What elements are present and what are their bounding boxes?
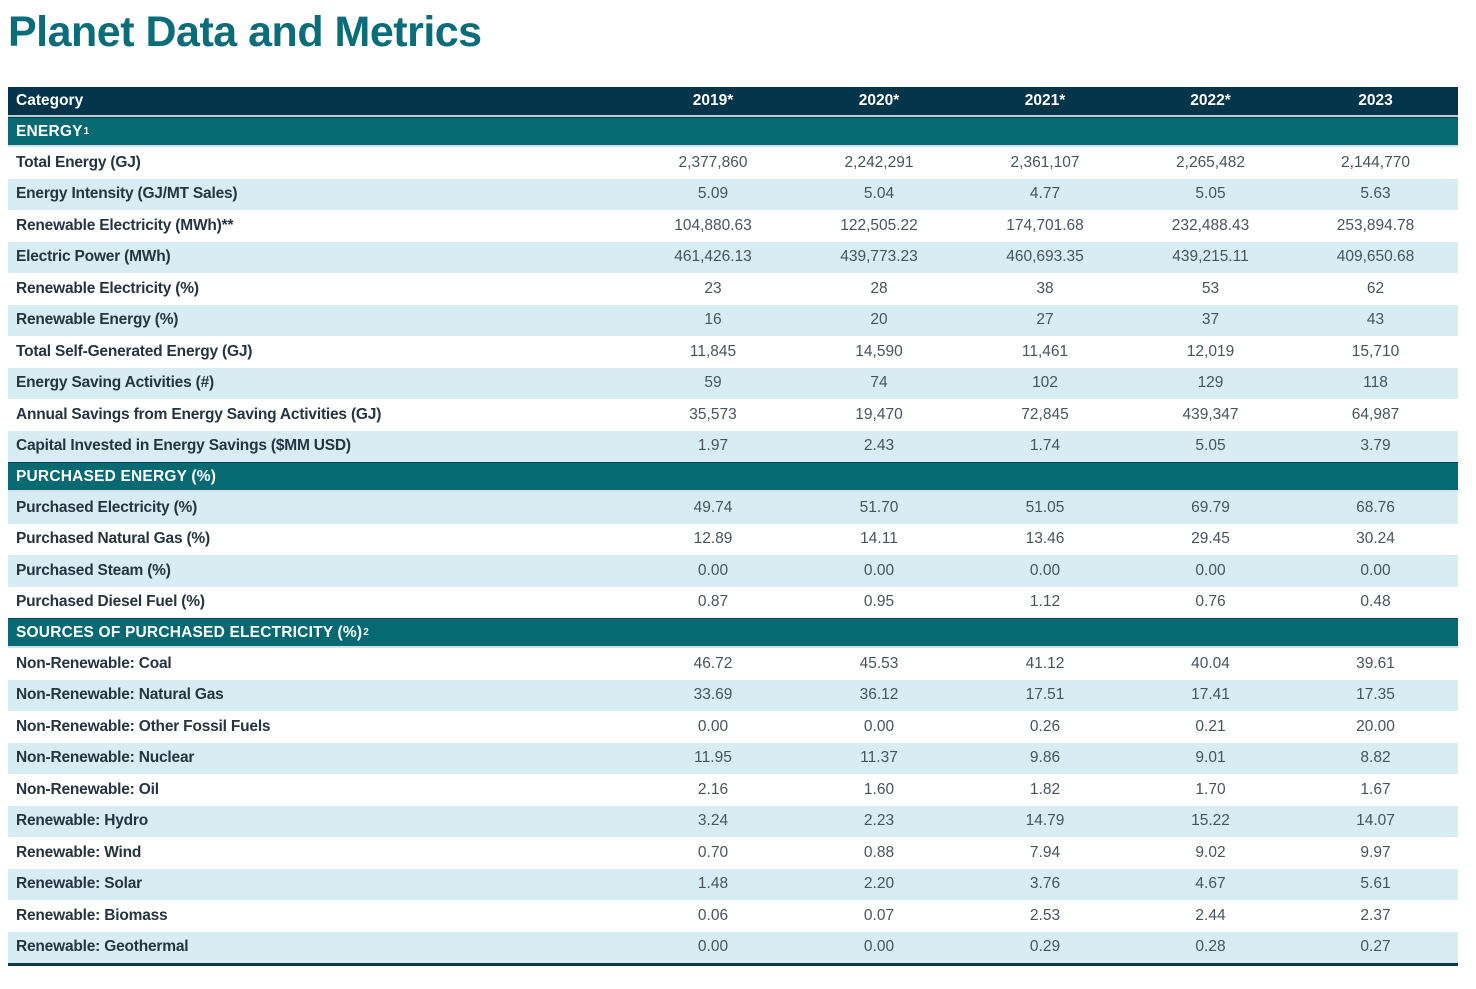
table-row (8, 837, 1458, 869)
row-value-2019: 16 (704, 311, 722, 329)
row-value-2023: 2,144,770 (1341, 153, 1410, 171)
row-value-2021: 2.53 (1029, 906, 1061, 924)
table-row (8, 806, 1458, 838)
table-row (8, 273, 1458, 305)
row-value-2019: 0.00 (697, 561, 729, 579)
row-value-2020: 439,773.23 (840, 248, 918, 266)
table-row (8, 555, 1458, 587)
row-value-2020: 5.04 (863, 185, 895, 203)
row-value-2021: 0.26 (1029, 717, 1061, 735)
row-value-2019: 5.09 (697, 185, 729, 203)
row-value-2020: 36.12 (859, 686, 899, 704)
row-value-2023: 14.07 (1356, 812, 1395, 830)
row-category-label: Renewable: Wind (16, 843, 142, 861)
row-value-2023: 253,894.78 (1336, 216, 1415, 234)
row-value-2022: 9.02 (1195, 843, 1226, 861)
row-value-2023: 118 (1363, 374, 1388, 392)
section-header (8, 462, 1458, 492)
row-value-2019: 2.16 (697, 780, 729, 798)
row-category-label: Purchased Steam (%) (16, 561, 171, 579)
column-header-year: 2022* (1190, 92, 1231, 109)
row-value-2019: 0.87 (697, 593, 729, 611)
row-value-2022: 439,215.11 (1172, 248, 1249, 266)
table-row (8, 680, 1458, 712)
row-value-2019: 104,880.63 (674, 216, 752, 234)
row-value-2022: 232,488.43 (1171, 216, 1250, 234)
table-row (8, 524, 1458, 556)
row-category-label: Total Energy (GJ) (16, 153, 141, 171)
row-value-2021: 2,361,107 (1010, 153, 1080, 171)
row-value-2020: 28 (870, 279, 888, 297)
row-value-2023: 409,650.68 (1336, 248, 1415, 266)
row-value-2023: 9.97 (1360, 843, 1391, 861)
table-row (8, 869, 1458, 901)
row-value-2020: 14,590 (855, 342, 903, 360)
row-value-2022: 15.22 (1191, 812, 1230, 830)
column-header-category: Category (16, 92, 84, 109)
row-value-2021: 7.94 (1029, 843, 1061, 861)
row-value-2022: 2.44 (1195, 906, 1226, 924)
row-category-label: Non-Renewable: Nuclear (16, 749, 195, 767)
row-value-2023: 62 (1366, 279, 1385, 297)
row-value-2019: 1.48 (697, 875, 729, 893)
row-value-2019: 461,426.13 (674, 248, 752, 266)
row-value-2019: 0.00 (697, 717, 729, 735)
column-header-row (8, 87, 1458, 117)
row-value-2022: 40.04 (1191, 654, 1230, 672)
row-value-2021: 0.29 (1029, 938, 1061, 956)
table-row (8, 774, 1458, 806)
row-value-2021: 1.82 (1029, 780, 1061, 798)
row-category-label: Energy Saving Activities (#) (16, 374, 214, 392)
section-header: ENERGY 1 (8, 117, 1458, 147)
row-value-2022: 0.28 (1195, 938, 1226, 956)
row-category-label: Renewable: Biomass (16, 906, 168, 924)
row-category-label: Energy Intensity (GJ/MT Sales) (16, 185, 238, 203)
row-value-2020: 0.00 (863, 561, 895, 579)
row-category-label: Total Self-Generated Energy (GJ) (16, 342, 253, 360)
column-header-year: 2019* (692, 92, 734, 109)
row-value-2022: 69.79 (1191, 498, 1230, 516)
row-value-2021: 72,845 (1021, 405, 1069, 423)
row-value-2022: 29.45 (1191, 530, 1230, 548)
row-value-2021: 1.12 (1029, 593, 1061, 611)
row-category-label: Purchased Natural Gas (%) (16, 530, 210, 548)
row-value-2020: 20 (870, 311, 888, 329)
row-value-2022: 5.05 (1195, 437, 1226, 455)
row-value-2023: 1.67 (1360, 780, 1391, 798)
row-category-label: Renewable: Hydro (16, 812, 149, 830)
row-value-2023: 64,987 (1351, 405, 1400, 423)
row-value-2021: 1.74 (1029, 437, 1061, 455)
row-value-2021: 9.86 (1029, 749, 1061, 767)
row-value-2020: 2.20 (863, 875, 895, 893)
row-value-2020: 0.88 (863, 843, 895, 861)
row-value-2020: 0.95 (863, 593, 895, 611)
column-header-year: 2021* (1024, 92, 1066, 109)
row-category-label: Non-Renewable: Natural Gas (16, 686, 224, 704)
table-row (8, 900, 1458, 932)
table-row (8, 492, 1458, 524)
row-value-2019: 2,377,860 (678, 153, 748, 171)
row-value-2019: 35,573 (689, 405, 737, 423)
row-value-2020: 45.53 (859, 654, 899, 672)
row-value-2023: 43 (1366, 311, 1385, 329)
row-value-2019: 11.95 (694, 749, 732, 767)
row-value-2019: 59 (704, 374, 722, 392)
row-value-2021: 460,693.35 (1006, 248, 1084, 266)
row-value-2023: 2.37 (1360, 906, 1391, 924)
row-value-2020: 2.43 (863, 437, 895, 455)
row-value-2022: 37 (1201, 311, 1220, 329)
row-value-2022: 439,347 (1182, 405, 1239, 423)
section-header: SOURCES OF PURCHASED ELECTRICITY (%) 2 (8, 618, 1458, 648)
row-value-2019: 46.72 (693, 654, 733, 672)
table-row (8, 210, 1458, 242)
row-value-2021: 4.77 (1029, 185, 1061, 203)
row-category-label: Non-Renewable: Oil (16, 780, 159, 798)
table-row (8, 368, 1458, 400)
table-row (8, 587, 1458, 619)
row-value-2020: 0.07 (863, 906, 895, 924)
page-title: Planet Data and Metrics (8, 8, 482, 56)
row-value-2020: 0.00 (863, 717, 895, 735)
row-value-2019: 23 (704, 279, 722, 297)
table-row (8, 932, 1458, 964)
row-value-2023: 0.48 (1360, 593, 1391, 611)
row-value-2021: 3.76 (1029, 875, 1061, 893)
row-value-2019: 1.97 (697, 437, 729, 455)
row-value-2022: 17.41 (1191, 686, 1230, 704)
table-row (8, 179, 1458, 211)
row-value-2023: 68.76 (1356, 498, 1395, 516)
row-value-2021: 11,461 (1021, 342, 1069, 360)
row-value-2023: 39.61 (1356, 654, 1395, 672)
row-value-2020: 11.37 (860, 749, 898, 767)
row-value-2023: 3.79 (1360, 437, 1391, 455)
row-value-2023: 0.27 (1360, 938, 1391, 956)
row-value-2019: 3.24 (697, 812, 729, 830)
section-header-label: PURCHASED ENERGY (%) (16, 467, 217, 485)
row-value-2022: 4.67 (1195, 875, 1226, 893)
row-category-label: Annual Savings from Energy Saving Activities (GJ) (16, 405, 382, 423)
row-value-2022: 12,019 (1186, 342, 1235, 360)
row-value-2023: 17.35 (1356, 686, 1395, 704)
row-value-2022: 1.70 (1195, 780, 1226, 798)
row-value-2021: 174,701.68 (1006, 216, 1084, 234)
row-value-2023: 15,710 (1351, 342, 1400, 360)
row-category-label: Purchased Diesel Fuel (%) (16, 593, 205, 611)
row-value-2020: 19,470 (855, 405, 903, 423)
row-value-2021: 0.00 (1029, 561, 1061, 579)
table-row (8, 399, 1458, 431)
row-value-2020: 2,242,291 (844, 153, 914, 171)
row-value-2019: 49.74 (693, 498, 733, 516)
metrics-table (8, 87, 1458, 963)
row-value-2020: 2.23 (863, 812, 895, 830)
table-row (8, 147, 1458, 179)
row-value-2019: 33.69 (693, 686, 733, 704)
row-value-2020: 1.60 (863, 780, 895, 798)
row-value-2023: 5.61 (1360, 875, 1391, 893)
column-header-year: 2023 (1358, 92, 1393, 109)
table-row (8, 336, 1458, 368)
table-row (8, 711, 1458, 743)
row-value-2020: 122,505.22 (840, 216, 918, 234)
row-value-2019: 12.89 (693, 530, 733, 548)
row-category-label: Non-Renewable: Coal (16, 654, 172, 672)
row-value-2019: 0.06 (697, 906, 729, 924)
row-value-2021: 38 (1036, 279, 1054, 297)
table-bottom-border (8, 963, 1458, 966)
row-value-2019: 11,845 (689, 342, 737, 360)
row-value-2019: 0.00 (697, 938, 729, 956)
row-value-2022: 5.05 (1195, 185, 1226, 203)
row-category-label: Purchased Electricity (%) (16, 498, 198, 516)
row-value-2021: 102 (1032, 374, 1058, 392)
row-value-2023: 5.63 (1360, 185, 1391, 203)
row-category-label: Non-Renewable: Other Fossil Fuels (16, 717, 271, 735)
row-category-label: Electric Power (MWh) (16, 248, 171, 266)
table-row (8, 743, 1458, 775)
row-value-2022: 129 (1197, 374, 1224, 392)
row-value-2023: 20.00 (1356, 717, 1395, 735)
row-value-2022: 0.76 (1195, 593, 1226, 611)
row-value-2022: 9.01 (1195, 749, 1226, 767)
row-value-2019: 0.70 (697, 843, 729, 861)
row-value-2023: 30.24 (1356, 530, 1395, 548)
row-value-2022: 0.21 (1195, 717, 1226, 735)
row-value-2023: 0.00 (1360, 561, 1391, 579)
row-value-2020: 0.00 (863, 938, 895, 956)
row-value-2021: 13.46 (1025, 530, 1065, 548)
row-value-2022: 53 (1201, 279, 1220, 297)
table-row (8, 431, 1458, 463)
row-value-2022: 2,265,482 (1176, 153, 1245, 171)
row-value-2021: 51.05 (1025, 498, 1065, 516)
column-header-year: 2020* (858, 92, 900, 109)
table-row (8, 242, 1458, 274)
table-row (8, 305, 1458, 337)
section-header-label: SOURCES OF PURCHASED ELECTRICITY (%) (16, 623, 363, 641)
row-value-2021: 41.12 (1025, 654, 1065, 672)
row-value-2020: 51.70 (859, 498, 899, 516)
row-category-label: Renewable Electricity (MWh)** (16, 216, 234, 234)
table-row (8, 648, 1458, 680)
row-category-label: Renewable Electricity (%) (16, 279, 199, 297)
row-value-2021: 27 (1036, 311, 1054, 329)
row-value-2020: 74 (870, 374, 888, 392)
row-value-2023: 8.82 (1360, 749, 1391, 767)
row-category-label: Renewable Energy (%) (16, 311, 179, 329)
row-value-2021: 17.51 (1025, 686, 1065, 704)
row-value-2021: 14.79 (1025, 812, 1065, 830)
row-category-label: Renewable: Geothermal (16, 938, 189, 956)
row-category-label: Renewable: Solar (16, 875, 143, 893)
row-value-2020: 14.11 (860, 530, 898, 548)
row-category-label: Capital Invested in Energy Savings ($MM USD) (16, 437, 351, 455)
section-header-label: ENERGY (16, 122, 83, 140)
row-value-2022: 0.00 (1195, 561, 1226, 579)
